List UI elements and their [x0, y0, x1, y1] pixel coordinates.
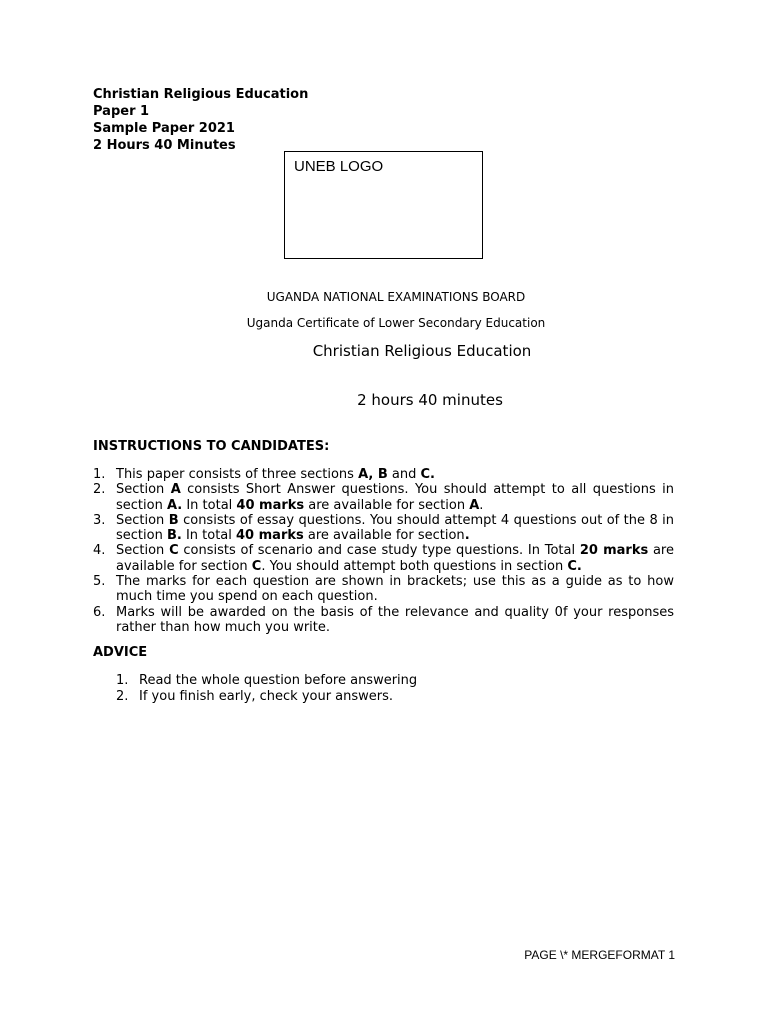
subject-title: Christian Religious Education — [312, 342, 532, 360]
instruction-item — [93, 605, 674, 636]
advice-number: 2. — [116, 689, 129, 704]
advice-text: Read the whole question before answering — [139, 673, 418, 688]
instruction-text: Section — [116, 512, 169, 528]
instruction-text: are available for section — [116, 543, 674, 574]
instruction-text: are available for section — [304, 497, 470, 513]
header-duration: 2 Hours 40 Minutes — [93, 138, 236, 153]
instruction-number: 1. — [93, 467, 106, 482]
header-subject: Christian Religious Education — [93, 87, 309, 102]
instruction-bold-text: A — [170, 482, 181, 498]
header-paper-number: Paper 1 — [93, 104, 150, 119]
instruction-text: consists Short Answer questions. You should attempt to all questions in section — [116, 482, 674, 513]
instructions-heading: INSTRUCTIONS TO CANDIDATES: — [93, 439, 330, 454]
exam-duration: 2 hours 40 minutes — [357, 391, 503, 409]
instruction-text: are available for section — [303, 528, 465, 544]
certificate-name: Uganda Certificate of Lower Secondary Education — [246, 316, 546, 330]
instruction-number: 4. — [93, 543, 106, 559]
instruction-item — [93, 482, 674, 513]
logo-placeholder-text: UNEB LOGO — [294, 158, 384, 175]
logo-placeholder-box — [284, 151, 483, 259]
instruction-text: Section — [116, 543, 170, 559]
instruction-text: Section — [116, 482, 171, 498]
page-footer-field: PAGE \* MERGEFORMAT 1 — [524, 948, 675, 962]
instruction-text: and — [387, 467, 421, 482]
advice-item — [116, 673, 417, 689]
instruction-number: 6. — [93, 604, 106, 620]
instruction-number: 5. — [93, 574, 106, 590]
advice-heading: ADVICE — [93, 645, 148, 660]
instruction-bold-text: A, B — [358, 467, 388, 482]
instruction-bold-text: C. — [420, 467, 435, 482]
instruction-number: 2. — [93, 482, 106, 498]
instruction-bold-text: B — [168, 512, 179, 528]
instruction-text: . You should attempt both questions in section — [261, 558, 568, 574]
instructions-list — [93, 467, 674, 635]
instruction-number: 3. — [93, 512, 106, 528]
instruction-bold-text: . — [464, 528, 470, 544]
instruction-text: . — [479, 497, 484, 513]
instruction-text: consists of essay questions. You should attempt 4 questions out of the 8 in section — [116, 512, 674, 544]
instruction-bold-text: C — [169, 543, 179, 559]
instruction-text: consists of scenario and case study type questions. In Total — [178, 543, 580, 559]
instruction-bold-text: C — [251, 558, 262, 574]
instruction-item — [93, 513, 674, 544]
instruction-bold-text: A. — [166, 497, 183, 513]
instruction-text: In total — [182, 497, 237, 513]
instruction-text: This paper consists of three sections — [116, 467, 359, 482]
advice-number: 1. — [116, 673, 129, 688]
paper-header — [93, 86, 308, 154]
exam-board-name: UGANDA NATIONAL EXAMINATIONS BOARD — [266, 290, 526, 304]
instruction-text: The marks for each question are shown in brackets; use this as a guide as to how much time you spend on each question. — [116, 574, 674, 605]
instruction-item — [93, 574, 674, 605]
instruction-bold-text: B. — [166, 528, 182, 544]
instruction-text: Marks will be awarded on the basis of the relevance and quality 0f your responses rather than how much you write. — [116, 604, 674, 635]
advice-item — [116, 689, 417, 705]
header-sample-year: Sample Paper 2021 — [93, 121, 235, 136]
instruction-bold-text: A — [469, 497, 480, 513]
instruction-text: In total — [181, 528, 237, 544]
instruction-bold-text: C. — [567, 558, 582, 574]
instruction-bold-text: 40 marks — [236, 528, 304, 544]
instruction-bold-text: 40 marks — [236, 497, 305, 513]
instruction-bold-text: 20 marks — [579, 543, 649, 559]
advice-text: If you finish early, check your answers. — [139, 689, 394, 704]
instruction-item — [93, 467, 674, 482]
advice-list — [116, 673, 417, 705]
instruction-item — [93, 543, 674, 574]
